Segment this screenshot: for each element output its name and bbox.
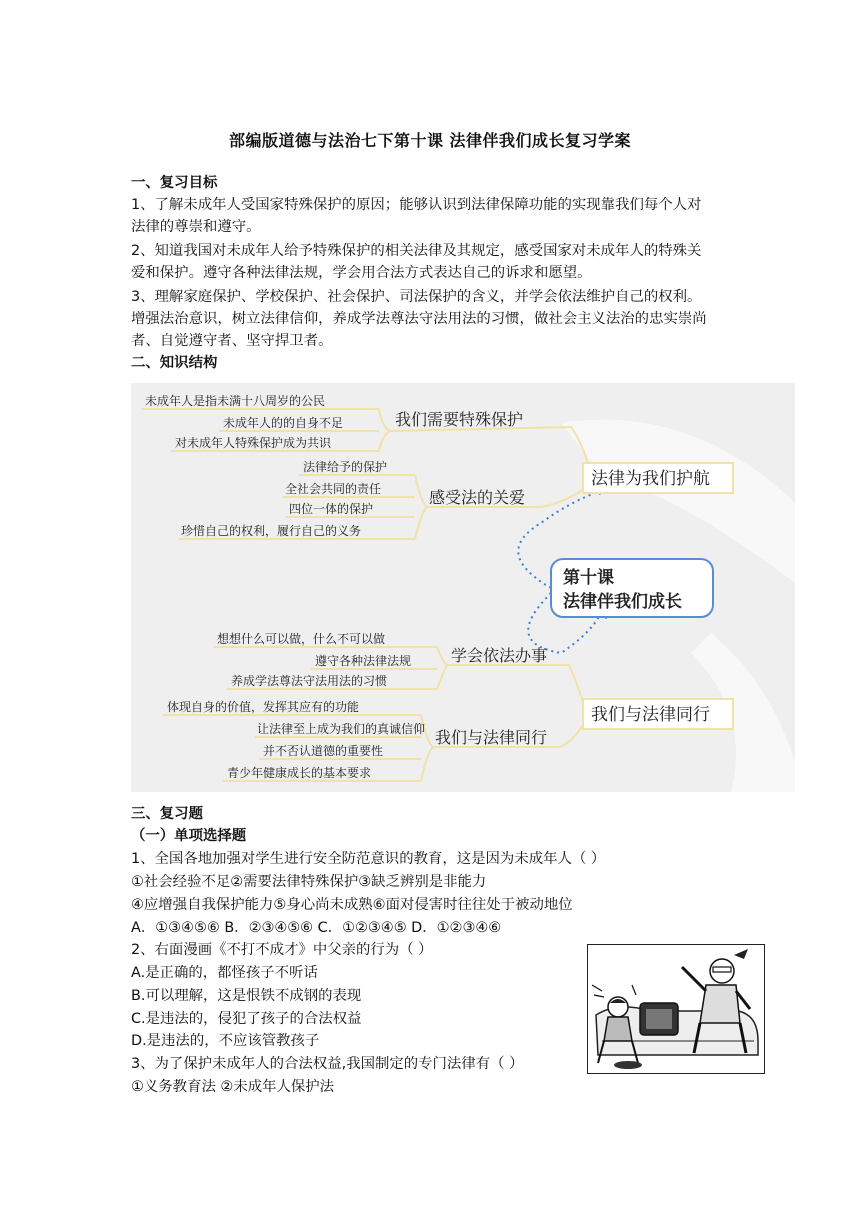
mindmap-leaf: 养成学法尊法守法用法的习惯 bbox=[231, 674, 388, 688]
mindmap-center-line2: 法律伴我们成长 bbox=[563, 592, 682, 612]
question-option: A.是正确的，都怪孩子不听话 bbox=[131, 965, 318, 981]
goal-line: 1、了解未成年人受国家特殊保护的原因；能够认识到法律保障功能的实现靠我们每个人对 bbox=[131, 197, 702, 213]
goal-line: 爱和保护。遵守各种法律法规，学会用合法方式表达自己的诉求和愿望。 bbox=[131, 265, 592, 281]
mindmap-sub-act-by-law: 学会依法办事 bbox=[451, 646, 548, 665]
mindmap-sub-walk-with-law: 我们与法律同行 bbox=[435, 728, 548, 747]
goal-line: 法律的尊崇和遵守。 bbox=[131, 219, 261, 235]
question-line: ①社会经验不足②需要法律特殊保护③缺乏辨别是非能力 bbox=[131, 874, 487, 890]
mindmap-center-line1: 第十课 bbox=[563, 568, 614, 588]
section-heading-goals: 一、复习目标 bbox=[131, 175, 218, 191]
section-heading-review: 三、复习题 bbox=[131, 806, 203, 822]
mindmap-leaf: 青少年健康成长的基本要求 bbox=[227, 766, 372, 780]
mindmap-leaf: 想想什么可以做，什么不可以做 bbox=[217, 632, 386, 646]
goal-line: 增强法治意识，树立法律信仰，养成学法尊法守法用法的习惯，做社会主义法治的忠实崇尚 bbox=[131, 311, 707, 327]
mindmap-branch-together: 我们与法律同行 bbox=[591, 705, 710, 725]
mindmap-leaf: 让法律至上成为我们的真诚信仰 bbox=[257, 722, 426, 736]
goal-line: 者、自觉遵守者、坚守捍卫者。 bbox=[131, 333, 333, 349]
goal-line: 2、知道我国对未成年人给予特殊保护的相关法律及其规定，感受国家对未成年人的特殊关 bbox=[131, 243, 702, 259]
mindmap-leaf: 对未成年人特殊保护成为共识 bbox=[175, 436, 332, 450]
mindmap-sub-feel-love: 感受法的关爱 bbox=[429, 488, 526, 507]
subsection-heading-single-choice: （一）单项选择题 bbox=[131, 828, 247, 844]
mindmap-leaf: 体现自身的价值，发挥其应有的功能 bbox=[167, 700, 360, 714]
question-line: 3、为了保护未成年人的合法权益,我国制定的专门法律有（ ） bbox=[131, 1056, 524, 1072]
question-line: A．①③④⑤⑥ B．②③④⑤⑥ C．①②③④⑤ D．①②③④⑥ bbox=[131, 920, 502, 936]
mindmap-branch-protect: 法律为我们护航 bbox=[591, 469, 710, 489]
mindmap-sub-special-protection: 我们需要特殊保护 bbox=[395, 410, 524, 429]
mindmap-leaf: 遵守各种法律法规 bbox=[315, 654, 412, 668]
question-line: 1、全国各地加强对学生进行安全防范意识的教育，这是因为未成年人（ ） bbox=[131, 851, 606, 867]
question-line: ①义务教育法 ②未成年人保护法 bbox=[131, 1079, 335, 1095]
question-option: B.可以理解，这是恨铁不成钢的表现 bbox=[131, 988, 362, 1004]
section-heading-structure: 二、知识结构 bbox=[131, 355, 218, 371]
question-option: D.是违法的，不应该管教孩子 bbox=[131, 1033, 320, 1049]
knowledge-mindmap bbox=[131, 383, 795, 792]
question-line: 2、右面漫画《不打不成才》中父亲的行为（ ） bbox=[131, 942, 433, 958]
mindmap-leaf: 珍惜自己的权利，履行自己的义务 bbox=[181, 524, 362, 538]
question-line: ④应增强自我保护能力⑤身心尚未成熟⑥面对侵害时往往处于被动地位 bbox=[131, 897, 573, 913]
cartoon-illustration bbox=[587, 944, 765, 1074]
mindmap-leaf: 未成年人是指未满十八周岁的公民 bbox=[145, 394, 326, 408]
document-title: 部编版道德与法治七下第十课 法律伴我们成长复习学案 bbox=[228, 131, 632, 150]
mindmap-leaf: 并不否认道德的重要性 bbox=[263, 744, 384, 758]
mindmap-leaf: 法律给予的保护 bbox=[303, 460, 388, 474]
mindmap-leaf: 全社会共同的责任 bbox=[285, 482, 382, 496]
question-option: C.是违法的，侵犯了孩子的合法权益 bbox=[131, 1011, 362, 1027]
mindmap-leaf: 四位一体的保护 bbox=[289, 502, 374, 516]
mindmap-leaf: 未成年人的的自身不足 bbox=[223, 416, 344, 430]
goal-line: 3、理解家庭保护、学校保护、社会保护、司法保护的含义，并学会依法维护自己的权利。 bbox=[131, 289, 702, 305]
